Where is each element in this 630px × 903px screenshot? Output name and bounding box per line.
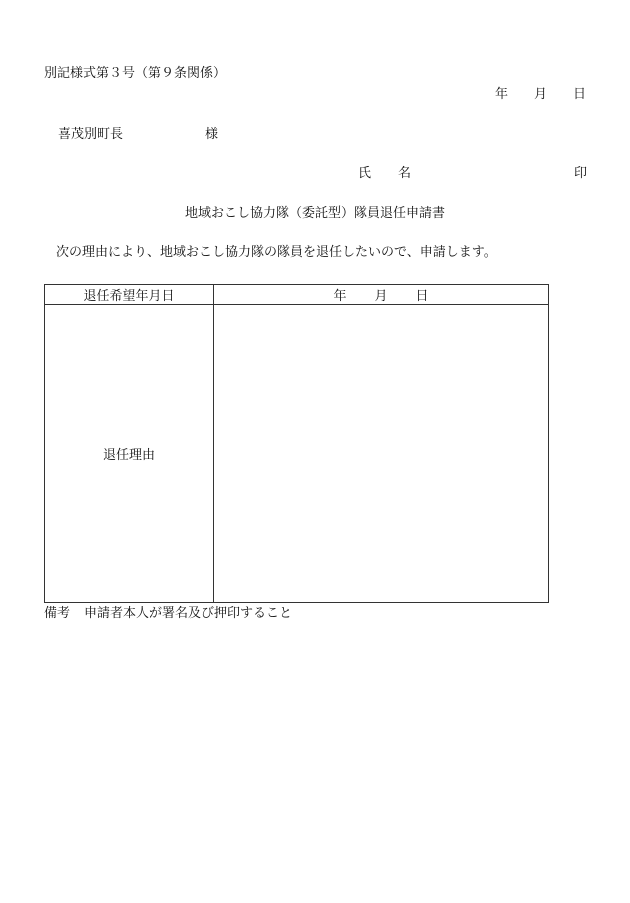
table-month-label: 月 bbox=[374, 289, 388, 304]
body-text: 次の理由により、地域おこし協力隊の隊員を退任したいので、申請します。 bbox=[56, 245, 497, 260]
addressee-name: 喜茂別町長 bbox=[58, 127, 124, 142]
date-month-label: 月 bbox=[533, 87, 547, 102]
table-row bbox=[45, 285, 549, 305]
note-label: 備考 bbox=[44, 606, 71, 621]
date-day-label: 日 bbox=[572, 87, 586, 102]
note-text: 申請者本人が署名及び押印すること bbox=[84, 606, 293, 621]
name-label-na: 名 bbox=[398, 166, 412, 181]
seal-label: 印 bbox=[573, 166, 587, 181]
addressee-honorific: 様 bbox=[205, 127, 219, 142]
name-label-uji: 氏 bbox=[358, 166, 372, 181]
addressee bbox=[58, 127, 218, 143]
document-title: 地域おこし協力隊（委託型）隊員退任申請書 bbox=[184, 206, 445, 221]
date-year-label: 年 bbox=[494, 87, 508, 102]
table-row bbox=[45, 305, 549, 603]
table-year-label: 年 bbox=[333, 289, 347, 304]
reason-input-cell[interactable] bbox=[214, 305, 549, 603]
date-label-cell: 退任希望年月日 bbox=[45, 285, 214, 305]
application-table bbox=[44, 284, 549, 603]
date-header bbox=[495, 87, 586, 103]
note bbox=[44, 606, 292, 622]
date-input-cell[interactable] bbox=[214, 285, 549, 305]
reason-label-cell: 退任理由 bbox=[45, 305, 214, 603]
table-day-label: 日 bbox=[415, 289, 429, 304]
form-number: 別記様式第３号（第９条関係） bbox=[44, 66, 227, 81]
